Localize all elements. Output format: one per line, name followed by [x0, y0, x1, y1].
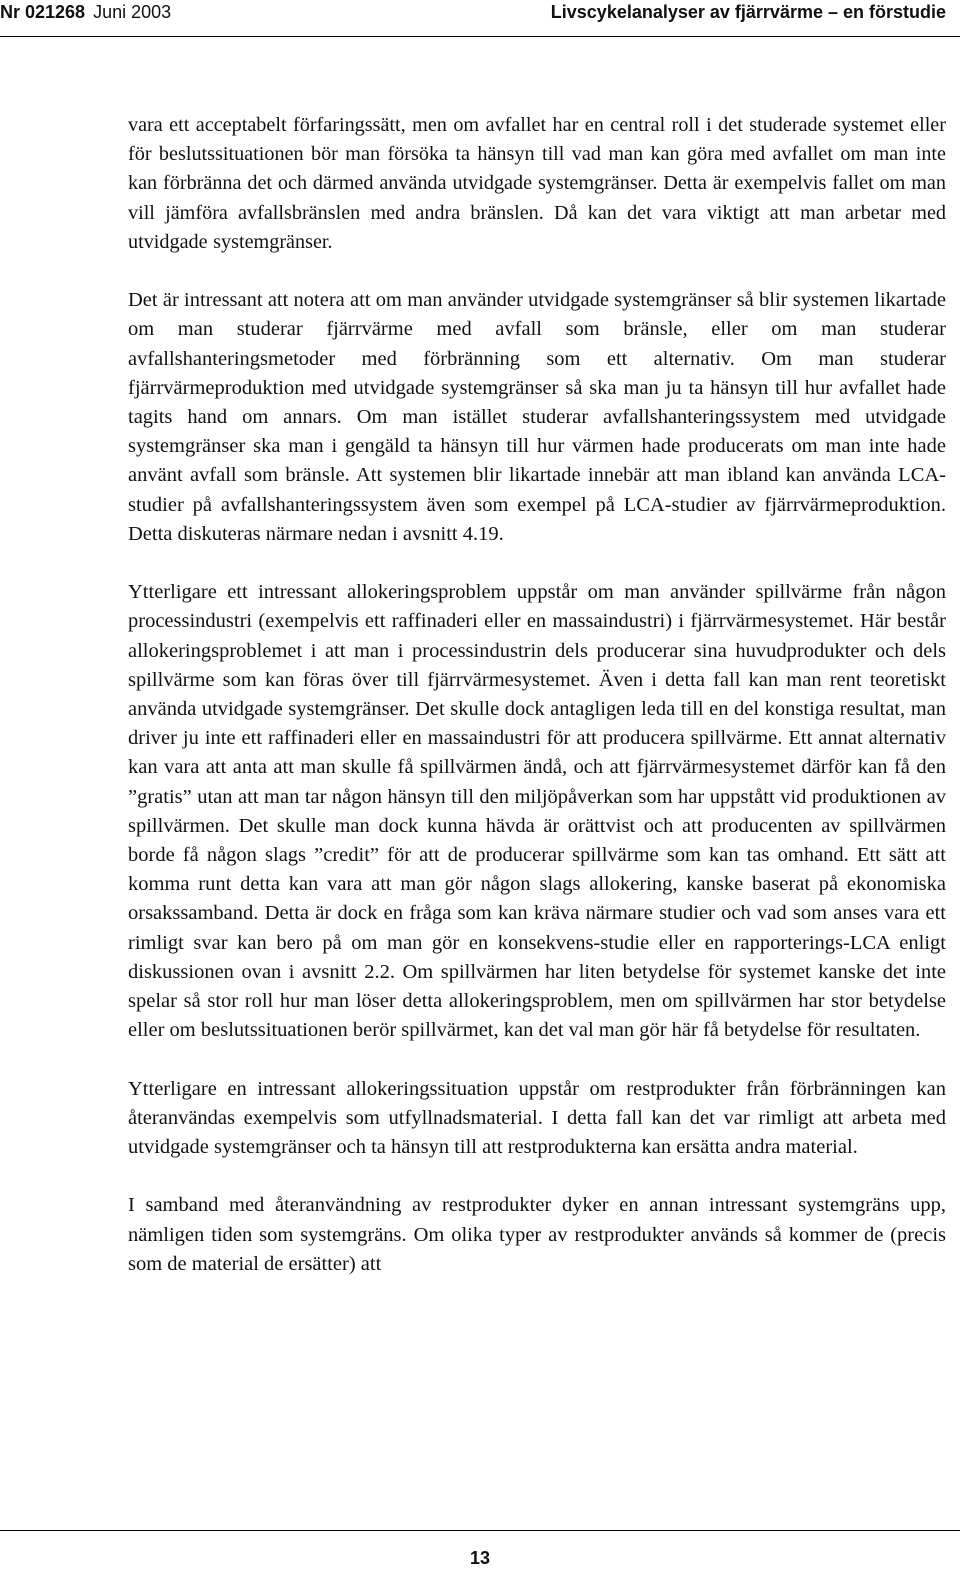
- page-number: 13: [469, 1548, 491, 1568]
- header-divider: [0, 36, 960, 37]
- paragraph: I samband med återanvändning av restprodukter dyker en annan intressant systemgräns upp, nämligen tiden som systemgräns. Om olika typer av restprodukter används så kommer de (precis som de material de ersätter) att: [128, 1194, 946, 1275]
- paragraph: Ytterligare ett intressant allokeringsproblem uppstår om man använder spillvärme från någon processindustri (exempelvis ett raffinaderi eller en massaindustri) i fjärrvärmesystemet. Här består allokeringsproblemet i att man i processindustrin dels producerar sina huvudprodukter och dels spillvärme som kan föras över till fjärrvärmesystemet. Även i detta fall kan man rent teoretiskt använda utvidgade systemgränser. Det skulle dock antagligen leda till en del konstiga resultat, man driver ju inte ett raffinaderi eller en massaindustri för att producera spillvärme. Ett annat alternativ kan vara att anta att man skulle få spillvärmen ändå, och att fjärrvärmesystemet därför kan få den ”gratis” utan att man tar någon hänsyn till den miljöpåverkan som har uppstått vid produktionen av spillvärmen. Det skulle man dock kunna hävda är orättvist och att producenten av spillvärmen borde få någon slags ”credit” för att de producerar spillvärme som kan tas omhand. Ett sätt att komma runt detta kan vara att man gör någon slags allokering, kanske baserat på ekonomiska orsakssamband. Detta är dock en fråga som kan kräva närmare studier och vad som anses vara ett rimligt svar kan bero på om man gör en konsekvens-studie eller en rapporterings-LCA enligt diskussionen ovan i avsnitt 2.2. Om spillvärmen har liten betydelse för systemet kanske det inte spelar så stor roll hur man löser detta allokeringsproblem, men om spillvärmen har stor betydelse eller om beslutssituationen berör spillvärmet, kan det val man gör här få betydelse för resultaten.: [128, 581, 946, 1042]
- body-text: [128, 111, 946, 1308]
- paragraph: Det är intressant att notera att om man använder utvidgade systemgränser så blir systemen likartade om man studerar fjärrvärme med avfall som bränsle, eller om man studerar avfallshanteringsmetoder med förbränning som ett alternativ. Om man studerar fjärrvärmeproduktion med utvidgade systemgränser så ska man ju ta hänsyn till hur avfallet hade tagits hand om annars. Om man istället studerar avfallshanteringssystem med utvidgade systemgränser ska man i gengäld ta hänsyn till hur värmen hade producerats om man inte hade använt avfall som bränsle. Att systemen blir likartade innebär att man ibland kan använda LCA-studier på avfallshanteringssystem även som exempel på LCA-studier av fjärrvärmeproduktion. Detta diskuteras närmare nedan i avsnitt 4.19.: [128, 289, 946, 545]
- paragraph: vara ett acceptabelt förfaringssätt, men om avfallet har en central roll i det studerade systemet eller för beslutssituationen bör man försöka ta hänsyn till vad man kan göra med avfallet om man inte kan förbränna det och därmed använda utvidgade systemgränser. Detta är exempelvis fallet om man vill jämföra avfallsbränslen med andra bränslen. Då kan det vara viktigt att man arbetar med utvidgade systemgränser.: [128, 114, 946, 253]
- footer-divider: [0, 1530, 960, 1531]
- report-date: Juni 2003: [93, 2, 172, 22]
- page-header: [0, 0, 960, 34]
- paragraph: Ytterligare en intressant allokeringssituation uppstår om restprodukter från förbränningen kan återanvändas exempelvis som utfyllnadsmaterial. I detta fall kan det var rimligt att arbeta med utvidgade systemgränser och ta hänsyn till att restprodukterna kan ersätta andra material.: [128, 1077, 946, 1159]
- report-number: Nr 021268: [0, 2, 86, 22]
- header-report-info: [0, 0, 171, 24]
- report-title: Livscykelanalyser av fjärrvärme – en förstudie: [550, 2, 946, 22]
